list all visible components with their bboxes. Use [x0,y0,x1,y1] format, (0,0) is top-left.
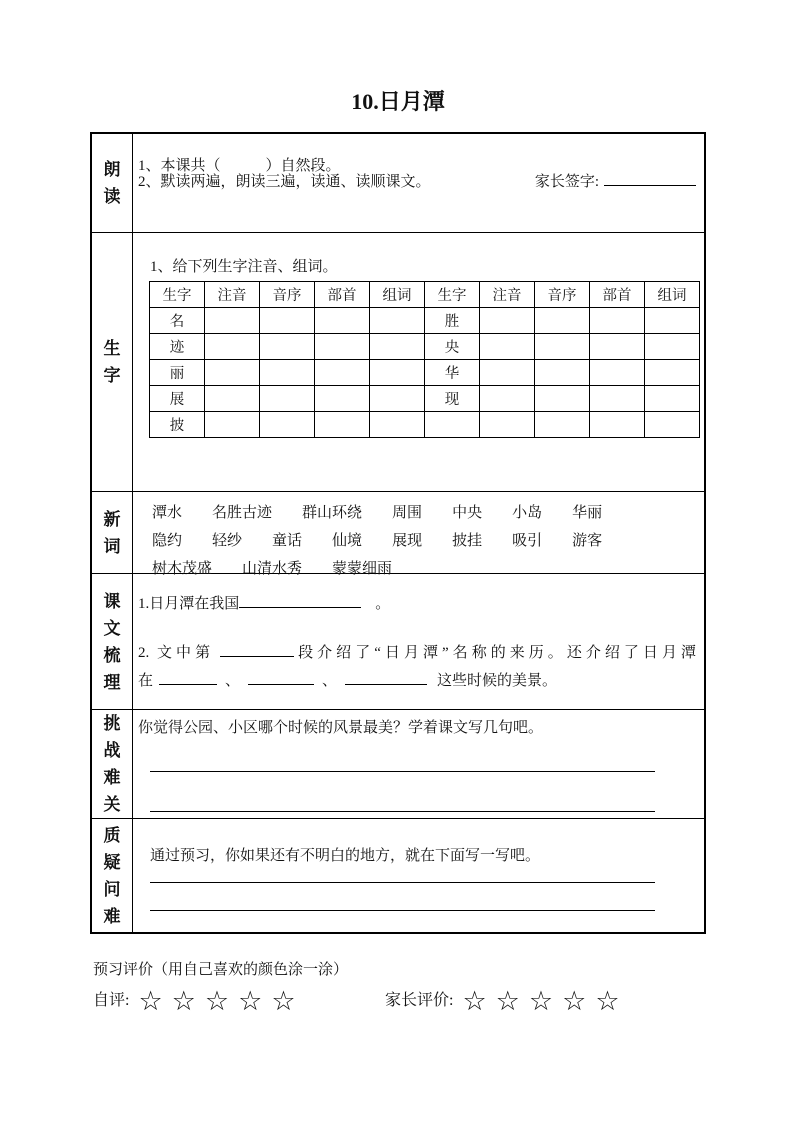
shengzi-header-cell: 组词 [370,282,425,308]
self-star-row [129,985,295,1017]
outline-q2a-suffix: 段介绍了“日月潭”名称的来历。还介绍了日月潭 [294,645,696,661]
parent-signature-blank[interactable] [604,171,696,186]
outline-q2b-prefix: 在 [138,673,154,689]
outline-q2-blank-2[interactable] [159,670,217,685]
shengzi-fill-cell[interactable] [590,386,645,412]
parent-signature [535,166,696,198]
shengzi-fill-cell[interactable] [370,386,425,412]
section-challenge [92,710,704,819]
parent-evaluation [385,984,620,1018]
section-label-challenge [92,710,133,818]
shengzi-fill-cell[interactable] [480,386,535,412]
characters-content [133,233,708,491]
word-item: 隐约 [152,533,183,549]
shengzi-fill-cell[interactable] [645,360,700,386]
section-label-words [92,492,133,573]
reading-item-2-row [138,166,696,198]
section-label-challenge-text: 挑战难关 [103,714,121,814]
parent-signature-label: 家长签字: [534,174,599,190]
shengzi-fill-cell[interactable] [315,334,370,360]
star-icon[interactable]: ☆ [528,986,554,1016]
self-evaluation [93,984,385,1018]
shengzi-fill-cell[interactable] [315,360,370,386]
shengzi-fill-cell[interactable] [370,308,425,334]
reading-item-2: 2、默读两遍，朗读三遍，读通、读顺课文。 [138,174,431,190]
outline-q2-blank-1[interactable] [220,642,294,657]
outline-q2b-suffix: 这些时候的美景。 [437,673,558,689]
shengzi-fill-cell[interactable] [480,308,535,334]
word-item: 周围 [392,505,423,521]
shengzi-char-cell: 央 [425,334,480,360]
challenge-prompt: 你觉得公园、小区哪个时候的风景最美？学着课文写几句吧。 [138,720,544,736]
word-item: 山清水秀 [242,561,303,577]
shengzi-fill-cell[interactable] [480,334,535,360]
word-item: 轻纱 [212,533,243,549]
shengzi-char-cell: 现 [425,386,480,412]
word-item: 展现 [392,533,423,549]
word-line [152,527,696,555]
section-label-questions [92,819,133,932]
section-label-reading [92,134,133,232]
shengzi-fill-cell[interactable] [205,412,260,438]
questions-writing-line-2[interactable] [150,910,655,911]
section-reading [92,134,704,233]
shengzi-fill-cell[interactable] [260,386,315,412]
word-item: 童话 [272,533,303,549]
shengzi-row [150,412,700,438]
shengzi-fill-cell[interactable] [645,386,700,412]
section-label-reading-text: 朗读 [103,160,121,206]
shengzi-fill-cell[interactable] [260,412,315,438]
shengzi-row [150,360,700,386]
shengzi-char-cell: 披 [150,412,205,438]
outline-q2a-prefix: 2. 文中第 [138,645,215,661]
shengzi-fill-cell[interactable] [315,386,370,412]
shengzi-char-cell: 名 [150,308,205,334]
shengzi-fill-cell[interactable] [590,412,645,438]
word-line [152,499,696,527]
shengzi-header-cell: 音序 [260,282,315,308]
outline-q2b-sep2: 、 [322,673,338,689]
challenge-writing-line-1[interactable] [150,771,655,772]
section-label-outline [92,574,133,709]
word-item: 树木茂盛 [152,561,213,577]
shengzi-fill-cell[interactable] [315,308,370,334]
star-icon[interactable]: ☆ [204,986,230,1016]
shengzi-fill-cell[interactable] [260,308,315,334]
word-item: 游客 [572,533,603,549]
self-evaluation-label: 自评: [93,992,130,1009]
word-item: 潭水 [152,505,183,521]
star-icon[interactable]: ☆ [271,986,296,1016]
outline-q2-line1 [138,639,696,667]
star-icon[interactable]: ☆ [495,986,520,1016]
reading-content [133,134,704,232]
outline-q2b-sep1: 、 [225,673,241,689]
shengzi-fill-cell[interactable] [590,308,645,334]
shengzi-fill-cell[interactable] [370,412,425,438]
shengzi-header-cell: 部首 [315,282,370,308]
section-label-outline-text: 课文梳理 [103,591,121,692]
shengzi-header-cell: 组词 [645,282,700,308]
evaluation-title: 预习评价（用自己喜欢的颜色涂一涂） [93,962,349,978]
shengzi-char-cell: 胜 [425,308,480,334]
questions-writing-line-1[interactable] [150,882,655,883]
star-icon[interactable]: ☆ [462,986,487,1016]
shengzi-row [150,334,700,360]
section-characters [92,233,704,492]
word-item: 名胜古迹 [212,505,273,521]
shengzi-table [149,281,700,438]
shengzi-fill-cell[interactable] [535,386,590,412]
shengzi-header-cell: 生字 [425,282,480,308]
star-icon[interactable]: ☆ [171,986,196,1016]
outline-content [133,574,704,709]
shengzi-fill-cell[interactable] [645,308,700,334]
shengzi-header-cell: 注音 [480,282,535,308]
word-item: 小岛 [512,505,543,521]
section-label-words-text: 新词 [103,509,121,556]
shengzi-fill-cell[interactable] [480,412,535,438]
words-content [133,492,704,577]
shengzi-fill-cell[interactable] [645,334,700,360]
outline-q2-line2 [138,667,696,695]
outline-q1 [138,590,696,618]
xinci-lines [138,492,696,583]
star-icon[interactable]: ☆ [138,986,163,1016]
shengzi-row [150,386,700,412]
worksheet-table [90,132,706,934]
section-outline [92,574,704,710]
evaluation-row [93,984,706,1018]
section-label-characters [92,233,133,491]
shengzi-fill-cell[interactable] [205,386,260,412]
shengzi-fill-cell[interactable] [645,412,700,438]
shengzi-char-cell: 华 [425,360,480,386]
star-icon[interactable]: ☆ [595,986,620,1016]
word-item: 披挂 [452,533,483,549]
word-item: 仙境 [332,533,363,549]
outline-q2-blank-4[interactable] [345,670,427,685]
shengzi-fill-cell[interactable] [205,334,260,360]
shengzi-fill-cell[interactable] [590,334,645,360]
section-words [92,492,704,577]
shengzi-header-cell: 音序 [535,282,590,308]
shengzi-fill-cell[interactable] [260,360,315,386]
characters-instruction: 1、给下列生字注音、组词。 [150,259,338,275]
shengzi-fill-cell[interactable] [480,360,535,386]
shengzi-header-cell: 注音 [205,282,260,308]
shengzi-header-cell: 部首 [590,282,645,308]
shengzi-fill-cell[interactable] [590,360,645,386]
shengzi-fill-cell[interactable] [535,412,590,438]
word-item: 群山环绕 [302,505,363,521]
word-item: 华丽 [572,505,603,521]
outline-q2-blank-3[interactable] [248,670,314,685]
shengzi-fill-cell[interactable] [535,308,590,334]
shengzi-row [150,308,700,334]
parent-star-row [453,985,619,1017]
outline-q1-blank[interactable] [239,593,361,608]
reading-item-1: 1、本课共（ ）自然段。 [138,158,341,174]
shengzi-fill-cell[interactable] [535,334,590,360]
shengzi-char-cell: 迹 [150,334,205,360]
shengzi-header-cell: 生字 [150,282,205,308]
section-label-questions-text: 质疑问难 [103,825,121,926]
section-questions [92,819,704,932]
word-item: 中央 [452,505,483,521]
shengzi-fill-cell[interactable] [370,334,425,360]
shengzi-table-body [150,308,700,438]
preview-evaluation [93,958,706,1018]
shengzi-fill-cell[interactable] [205,360,260,386]
shengzi-table-header-row [150,282,700,308]
section-label-characters-text: 生字 [103,339,121,385]
star-icon[interactable]: ☆ [238,986,263,1016]
shengzi-fill-cell[interactable] [205,308,260,334]
shengzi-char-cell [425,412,480,438]
shengzi-fill-cell[interactable] [315,412,370,438]
challenge-content [133,710,704,818]
word-item: 吸引 [512,533,543,549]
shengzi-fill-cell[interactable] [260,334,315,360]
shengzi-char-cell: 展 [150,386,205,412]
parent-evaluation-label: 家长评价: [385,992,454,1009]
word-item: 蒙蒙细雨 [332,561,393,577]
shengzi-char-cell: 丽 [150,360,205,386]
outline-q1-prefix: 1.日月潭在我国 [138,596,240,612]
shengzi-fill-cell[interactable] [370,360,425,386]
questions-prompt: 通过预习，你如果还有不明白的地方，就在下面写一写吧。 [150,848,541,864]
page-title: 10.日月潭 [351,89,445,114]
questions-content [133,819,704,932]
shengzi-fill-cell[interactable] [535,360,590,386]
star-icon[interactable]: ☆ [562,986,587,1016]
outline-q1-suffix: 。 [375,596,391,612]
challenge-writing-line-2[interactable] [150,811,655,812]
